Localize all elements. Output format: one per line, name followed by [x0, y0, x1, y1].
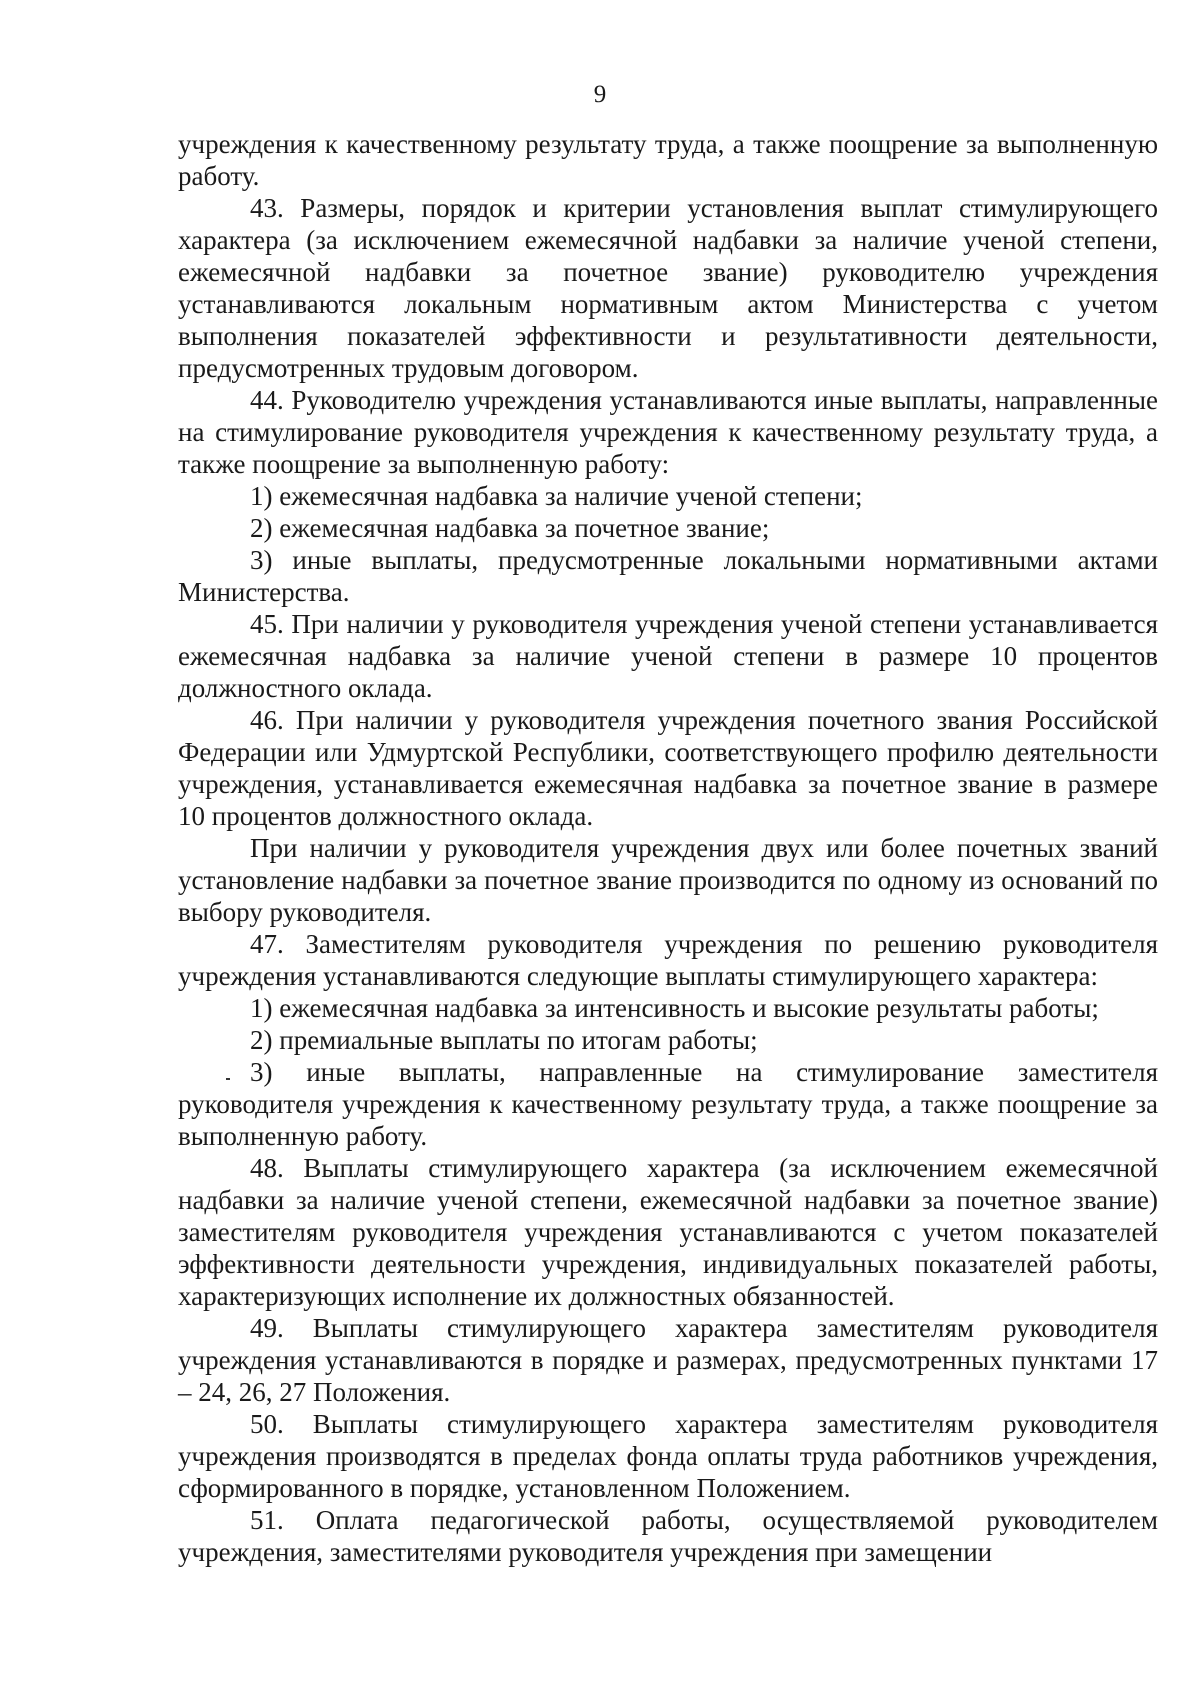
list-item-44-1: 1) ежемесячная надбавка за наличие ученой степени; [250, 481, 863, 511]
paragraph-44: 44. Руководителю учреждения устанавливаются иные выплаты, направленные на стимулирование руководителя учреждения к качественному результату труда, а также поощрение за выполненную работу: [178, 385, 1158, 479]
paragraph-47: 47. Заместителям руководителя учреждения по решению руководителя учреждения устанавливаются следующие выплаты стимулирующего характера: [178, 929, 1158, 991]
list-item-44-3: 3) иные выплаты, предусмотренные локальными нормативными актами Министерства. [178, 545, 1158, 607]
paragraph-49: 49. Выплаты стимулирующего характера заместителям руководителя учреждения устанавливаются в порядке и размерах, предусмотренных пунктами 17 – 24, 26, 27 Положения. [178, 1313, 1158, 1407]
scan-speck [226, 1078, 230, 1080]
paragraph-50: 50. Выплаты стимулирующего характера заместителям руководителя учреждения производятся в пределах фонда оплаты труда работников учреждения, сформированного в порядке, установленном Положением. [178, 1409, 1158, 1503]
paragraph-46: 46. При наличии у руководителя учреждения почетного звания Российской Федерации или Удмуртской Республики, соответствующего профилю деятельности учреждения, устанавливается ежемесячная надбавка за почетное звание в размере 10 процентов должностного оклада. [178, 705, 1158, 831]
document-body [178, 128, 1158, 1568]
paragraph-48: 48. Выплаты стимулирующего характера (за исключением ежемесячной надбавки за наличие ученой степени, ежемесячной надбавки за почетное звание) заместителям руководителя учреждения устанавливаются с учетом показателей эффективности деятельности учреждения, индивидуальных показателей работы, характеризующих исполнение их должностных обязанностей. [178, 1153, 1158, 1311]
paragraph-51: 51. Оплата педагогической работы, осуществляемой руководителем учреждения, заместителями руководителя учреждения при замещении [178, 1505, 1158, 1567]
paragraph-continuation: учреждения к качественному результату труда, а также поощрение за выполненную работу. [178, 129, 1158, 191]
paragraph-46-second: При наличии у руководителя учреждения двух или более почетных званий установление надбавки за почетное звание производится по одному из оснований по выбору руководителя. [178, 833, 1158, 927]
page-number: 9 [593, 81, 607, 108]
list-item-47-2: 2) премиальные выплаты по итогам работы; [250, 1025, 758, 1055]
paragraph-45: 45. При наличии у руководителя учреждения ученой степени устанавливается ежемесячная надбавка за наличие ученой степени в размере 10 процентов должностного оклада. [178, 609, 1158, 703]
paragraph-43: 43. Размеры, порядок и критерии установления выплат стимулирующего характера (за исключением ежемесячной надбавки за наличие ученой степени, ежемесячной надбавки за почетное звание) руководителю учреждения устанавливаются локальным нормативным актом Министерства с учетом выполнения показателей эффективности и результативности деятельности, предусмотренных трудовым договором. [178, 193, 1158, 383]
list-item-44-2: 2) ежемесячная надбавка за почетное звание; [250, 513, 770, 543]
list-item-47-1: 1) ежемесячная надбавка за интенсивность и высокие результаты работы; [250, 993, 1099, 1023]
list-item-47-3: 3) иные выплаты, направленные на стимулирование заместителя руководителя учреждения к качественному результату труда, а также поощрение за выполненную работу. [178, 1057, 1158, 1151]
